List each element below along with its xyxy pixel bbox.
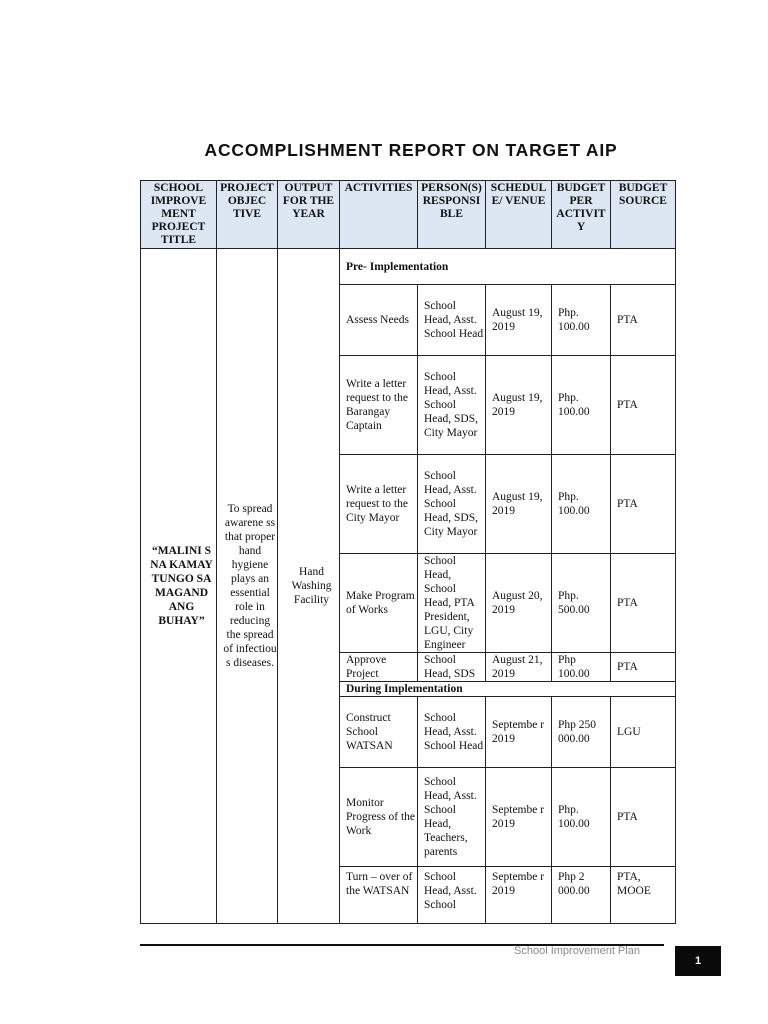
activity-cell: Write a letter request to the City Mayor (340, 455, 418, 554)
source-cell: PTA (611, 455, 676, 554)
schedule-cell: Septembe r 2019 (486, 768, 552, 867)
header-activities: ACTIVITIES (340, 181, 418, 249)
phase-during-implementation: During Implementation (340, 682, 676, 697)
source-cell: PTA (611, 285, 676, 356)
budget-cell: Php. 100.00 (552, 455, 611, 554)
schedule-cell: August 20, 2019 (486, 554, 552, 653)
persons-cell: School Head, Asst. School Head (418, 285, 486, 356)
phase-pre-implementation: Pre- Implementation (340, 249, 676, 285)
activity-cell: Approve Project (340, 653, 418, 682)
source-cell: PTA (611, 356, 676, 455)
budget-cell: Php. 500.00 (552, 554, 611, 653)
budget-cell: Php. 100.00 (552, 768, 611, 867)
output-cell: Hand Washing Facility (278, 249, 340, 924)
header-persons: PERSON(S) RESPONSI BLE (418, 181, 486, 249)
header-project-objective: PROJECT OBJEC TIVE (217, 181, 278, 249)
activity-cell: Turn – over of the WATSAN (340, 867, 418, 924)
budget-cell: Php. 100.00 (552, 356, 611, 455)
header-output: OUTPUT FOR THE YEAR (278, 181, 340, 249)
schedule-cell: August 19, 2019 (486, 356, 552, 455)
persons-cell: School Head, Asst. School (418, 867, 486, 924)
activity-cell: Monitor Progress of the Work (340, 768, 418, 867)
budget-cell: Php 250 000.00 (552, 697, 611, 768)
budget-cell: Php 2 000.00 (552, 867, 611, 924)
source-cell: PTA, MOOE (611, 867, 676, 924)
persons-cell: School Head, Asst. School Head, Teachers, parents (418, 768, 486, 867)
schedule-cell: August 21, 2019 (486, 653, 552, 682)
persons-cell: School Head, SDS (418, 653, 486, 682)
schedule-cell: Septembe r 2019 (486, 867, 552, 924)
schedule-cell: Septembe r 2019 (486, 697, 552, 768)
source-cell: PTA (611, 554, 676, 653)
activity-cell: Make Program of Works (340, 554, 418, 653)
persons-cell: School Head, School Head, PTA President, LGU, City Engineer (418, 554, 486, 653)
header-budget-source: BUDGET SOURCE (611, 181, 676, 249)
activity-cell: Construct School WATSAN (340, 697, 418, 768)
aip-table (140, 180, 676, 924)
source-cell: PTA (611, 768, 676, 867)
source-cell: LGU (611, 697, 676, 768)
activity-cell: Assess Needs (340, 285, 418, 356)
budget-cell: Php. 100.00 (552, 285, 611, 356)
report-title: ACCOMPLISHMENT REPORT ON TARGET AIP (204, 140, 618, 160)
budget-cell: Php 100.00 (552, 653, 611, 682)
header-budget-per-activity: BUDGET PER ACTIVIT Y (552, 181, 611, 249)
footer-label: School Improvement Plan (514, 945, 640, 957)
schedule-cell: August 19, 2019 (486, 285, 552, 356)
persons-cell: School Head, Asst. School Head (418, 697, 486, 768)
source-cell: PTA (611, 653, 676, 682)
persons-cell: School Head, Asst. School Head, SDS, City Mayor (418, 356, 486, 455)
page-number: 1 (675, 946, 721, 976)
project-objective-cell: To spread awarene ss that proper hand hygiene plays an essential role in reducing the spread of infectiou s diseases. (217, 249, 278, 924)
phase-row-pre (141, 249, 676, 285)
header-schedule: SCHEDUL E/ VENUE (486, 181, 552, 249)
header-row (141, 181, 676, 249)
header-project-title: SCHOOL IMPROVE MENT PROJECT TITLE (141, 181, 217, 249)
persons-cell: School Head, Asst. School Head, SDS, City Mayor (418, 455, 486, 554)
schedule-cell: August 19, 2019 (486, 455, 552, 554)
project-title-cell: “MALINI S NA KAMAY TUNGO SA MAGAND ANG BUHAY” (141, 249, 217, 924)
activity-cell: Write a letter request to the Barangay Captain (340, 356, 418, 455)
